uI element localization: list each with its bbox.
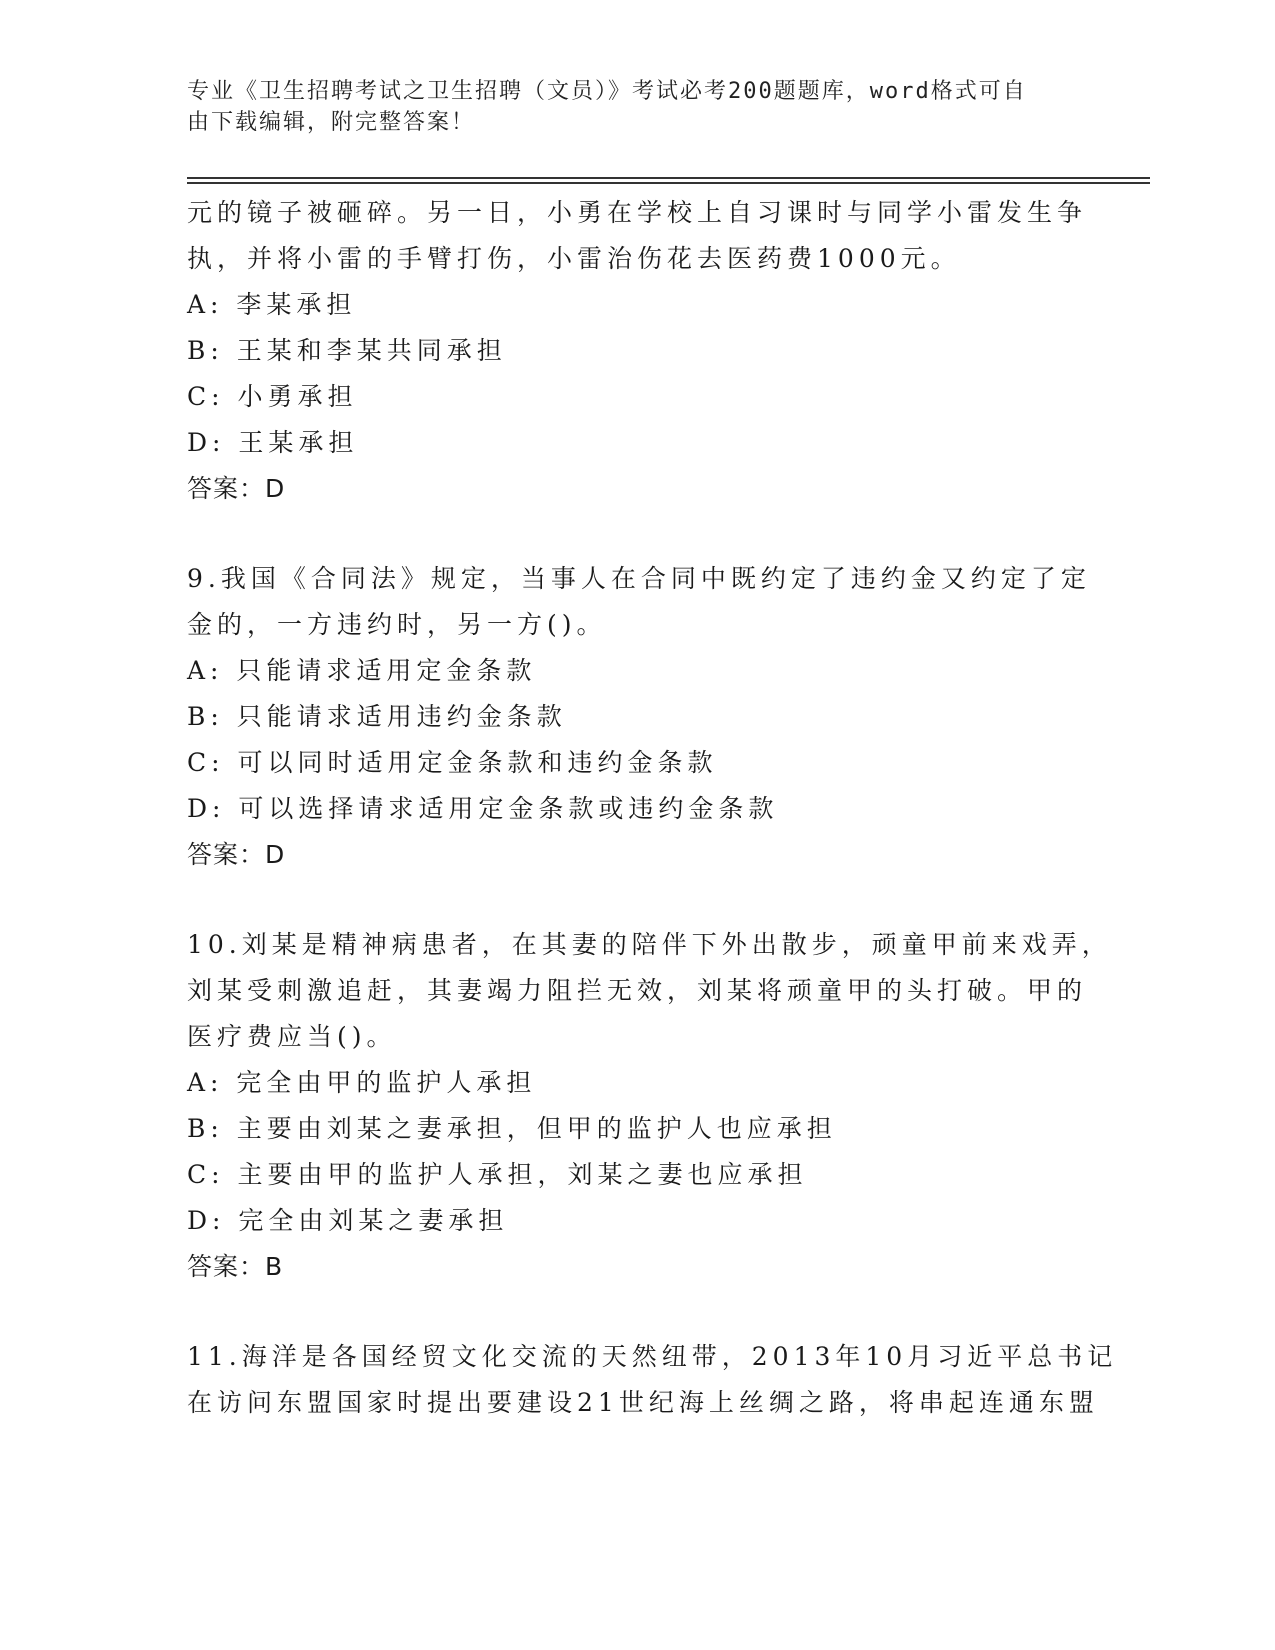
- question-stem-line: 9.我国《合同法》规定，当事人在合同中既约定了违约金又约定了定: [187, 564, 1091, 593]
- question-stem-line: 医疗费应当()。: [187, 1022, 397, 1051]
- question-stem-line: 刘某受刺激追赶，其妻竭力阻拦无效，刘某将顽童甲的头打破。甲的: [187, 976, 1088, 1005]
- option-c: C: 可以同时适用定金条款和违约金条款: [187, 748, 718, 777]
- question-stem-line: 10.刘某是精神病患者，在其妻的陪伴下外出散步，顽童甲前来戏弄，: [187, 930, 1112, 959]
- answer: 答案：D: [187, 474, 286, 503]
- question-stem-line: 执，并将小雷的手臂打伤，小雷治伤花去医药费1000元。: [187, 244, 961, 273]
- question-11: [187, 1334, 1118, 1426]
- spacer: [187, 512, 1077, 556]
- document-header: [187, 76, 1067, 138]
- question-10: [187, 922, 1112, 1290]
- question-9: [187, 556, 1091, 878]
- header-line-1: 专业《卫生招聘考试之卫生招聘（文员）》考试必考200题题库，word格式可自: [187, 79, 1027, 104]
- question-stem-line: 金的，一方违约时，另一方()。: [187, 610, 607, 639]
- question-stem-line: 在访问东盟国家时提出要建设21世纪海上丝绸之路，将串起连通东盟: [187, 1388, 1099, 1417]
- option-a: A: 完全由甲的监护人承担: [187, 1068, 537, 1097]
- spacer: [187, 1290, 1077, 1334]
- option-b: B: 王某和李某共同承担: [187, 336, 507, 365]
- option-a: A: 只能请求适用定金条款: [187, 656, 537, 685]
- question-stem-line: 元的镜子被砸碎。另一日，小勇在学校上自习课时与同学小雷发生争: [187, 198, 1088, 227]
- question-stem-line: 11.海洋是各国经贸文化交流的天然纽带，2013年10月习近平总书记: [187, 1342, 1118, 1371]
- option-b: B: 主要由刘某之妻承担，但甲的监护人也应承担: [187, 1114, 837, 1143]
- answer: 答案：D: [187, 840, 286, 869]
- option-c: C: 小勇承担: [187, 382, 358, 411]
- option-d: D: 王某承担: [187, 428, 359, 457]
- question-list: [187, 190, 1118, 1426]
- spacer: [187, 878, 1077, 922]
- option-a: A: 李某承担: [187, 290, 357, 319]
- header-rule-top: [187, 177, 1150, 179]
- option-d: D: 可以选择请求适用定金条款或违约金条款: [187, 794, 779, 823]
- option-c: C: 主要由甲的监护人承担，刘某之妻也应承担: [187, 1160, 808, 1189]
- header-line-2: 由下载编辑，附完整答案！: [187, 110, 476, 135]
- option-d: D: 完全由刘某之妻承担: [187, 1206, 509, 1235]
- answer: 答案：B: [187, 1252, 284, 1281]
- option-b: B: 只能请求适用违约金条款: [187, 702, 567, 731]
- question-8: [187, 190, 1088, 512]
- header-rule-bottom: [187, 182, 1150, 184]
